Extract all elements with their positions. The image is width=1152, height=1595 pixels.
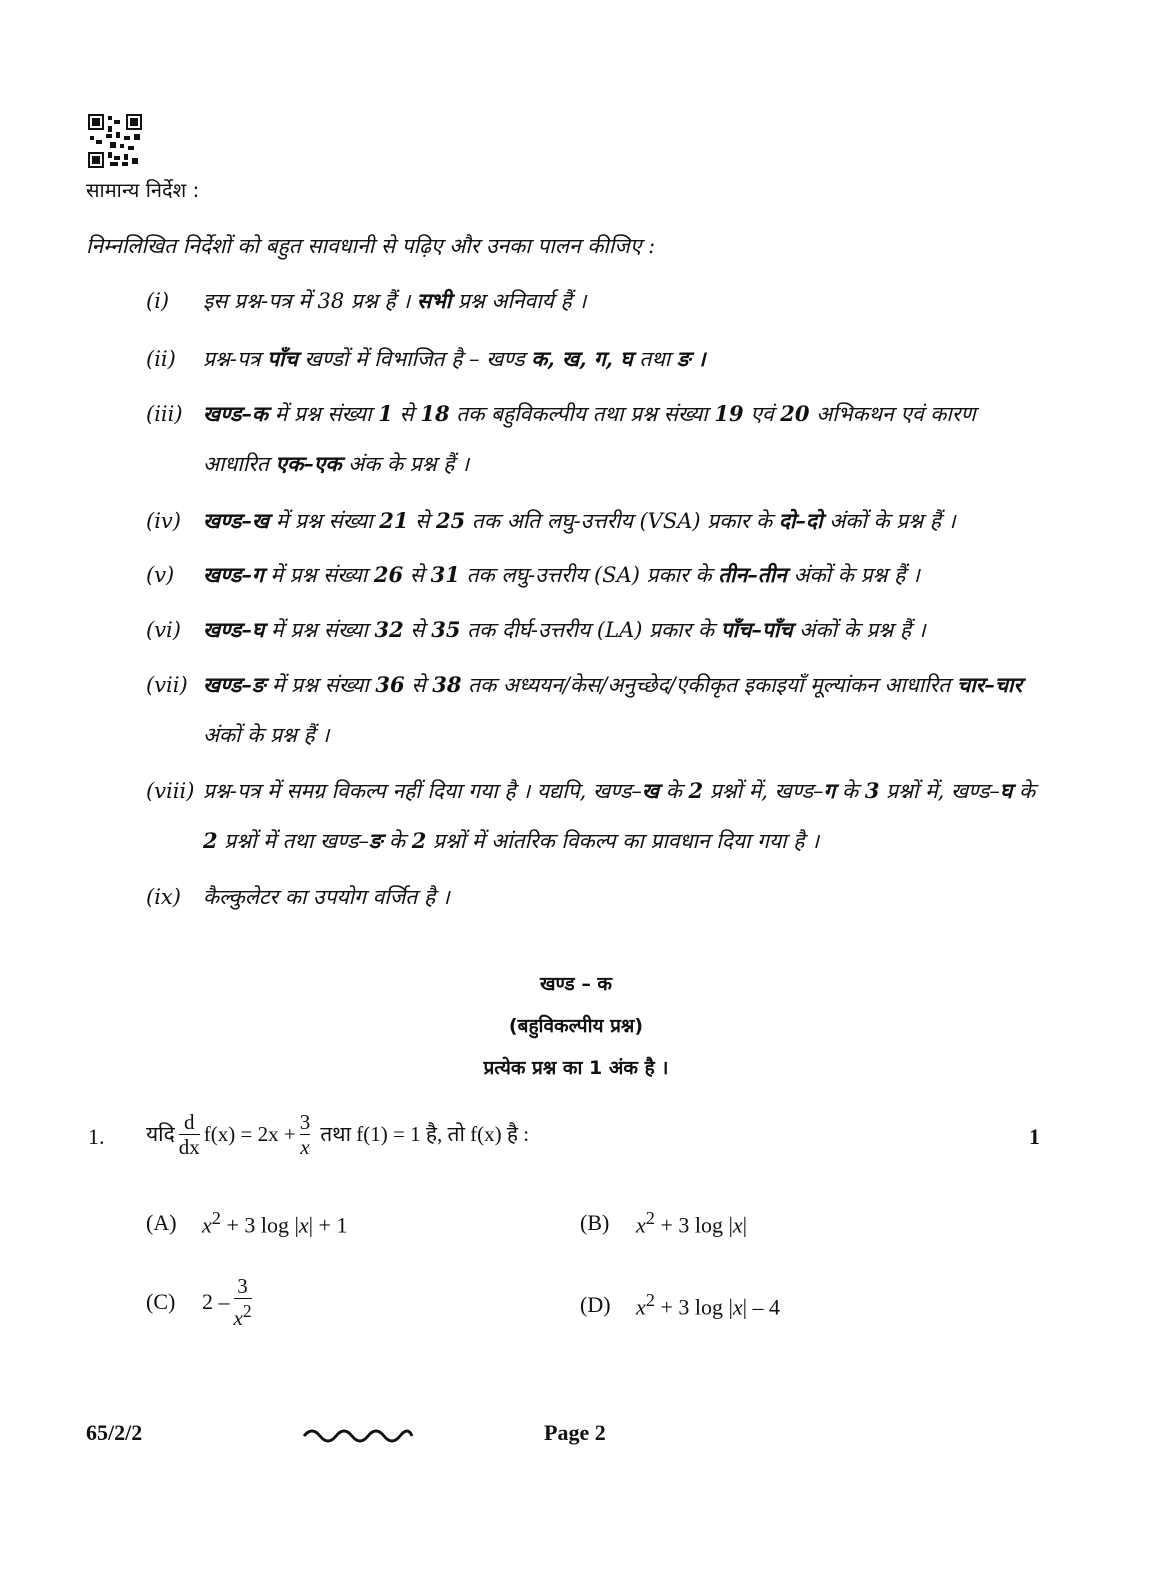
instruction-text: खण्ड–घ में प्रश्न संख्या 32 से 35 तक दीर्घ-उत्तरीय (LA) प्रकार के पाँच–पाँच अंकों के प्रश्न हैं । — [203, 617, 926, 642]
instruction-text: कैल्कुलेटर का उपयोग वर्जित है । — [203, 885, 450, 909]
option-label: (C) — [146, 1289, 176, 1314]
option-a[interactable] — [146, 1208, 347, 1238]
instruction-number: (ix) — [146, 885, 181, 909]
option-text-pre: 2 – — [202, 1289, 230, 1314]
derivative-fraction — [179, 1110, 200, 1159]
option-c-fraction — [234, 1274, 252, 1330]
general-instructions-heading: सामान्य निर्देश : — [86, 178, 200, 202]
option-b[interactable] — [580, 1208, 747, 1238]
question-lhs: f(x) = 2x + — [203, 1121, 296, 1146]
option-text: $x^2 + 3$ log |x| – 4 — [636, 1290, 781, 1320]
rhs-fraction — [300, 1110, 311, 1159]
option-c-denominator: $x^2$ — [233, 1301, 252, 1330]
option-label: (D) — [580, 1292, 611, 1318]
rhs-numerator: 3 — [299, 1109, 311, 1134]
instruction-number: (i) — [146, 289, 170, 313]
derivative-denominator: dx — [178, 1134, 200, 1159]
instruction-text: खण्ड–ग में प्रश्न संख्या 26 से 31 तक लघु-उत्तरीय (SA) प्रकार के तीन–तीन अंकों के प्रश्न हैं । — [203, 562, 920, 587]
question-marks: 1 — [1029, 1124, 1040, 1149]
question-prefix: यदि — [146, 1122, 175, 1146]
option-d[interactable] — [580, 1290, 780, 1320]
section-title: खण्ड – क — [539, 973, 613, 995]
question-suffix: तथा f(1) = 1 है, तो f(x) है : — [320, 1122, 530, 1146]
section-subtitle: (बहुविकल्पीय प्रश्न) — [508, 1015, 644, 1037]
instruction-number: (viii) — [146, 779, 195, 803]
instruction-number: (ii) — [146, 347, 176, 371]
instruction-text: इस प्रश्न-पत्र में 38 प्रश्न हैं । सभी प्रश्न अनिवार्य हैं । — [203, 288, 587, 313]
instruction-number: (vi) — [146, 618, 181, 642]
question-number: 1. — [88, 1124, 105, 1149]
option-label: (B) — [580, 1210, 610, 1236]
instruction-text: खण्ड–ख में प्रश्न संख्या 21 से 25 तक अति लघु-उत्तरीय (VSA) प्रकार के दो–दो अंकों के प्रश्न हैं । — [203, 508, 956, 533]
option-c[interactable] — [146, 1274, 256, 1330]
qr-code-icon — [88, 114, 142, 168]
question-text — [146, 1104, 529, 1164]
rhs-denominator: x — [300, 1134, 310, 1159]
instruction-number: (vii) — [146, 673, 188, 697]
option-c-numerator: 3 — [237, 1274, 248, 1298]
instruction-number: (iv) — [146, 509, 181, 533]
instruction-number: (v) — [146, 563, 175, 587]
squiggle-ornament-icon — [302, 1424, 414, 1450]
instruction-number: (iii) — [146, 402, 183, 426]
instruction-text: प्रश्न-पत्र में समग्र विकल्प नहीं दिया गया है । यद्यपि, खण्ड–ख के 2 प्रश्नों में, खण्ड–ग के 3 प्रश्नों में, खण्ड–घ के 2 प्रश्नों में तथा खण्ड–ङ के 2 प्रश्नों में आंतरिक विकल्प का प्रावधान दिया गया है । — [203, 778, 1036, 853]
option-label: (A) — [146, 1210, 177, 1236]
option-text: $x^2 + 3$ log |x| — [636, 1208, 748, 1238]
instruction-text: खण्ड–क में प्रश्न संख्या 1 से 18 तक बहुविकल्पीय तथा प्रश्न संख्या 19 एवं 20 अभिकथन एवं कारण आधारित एक–एक अंक के प्रश्न हैं । — [203, 401, 976, 476]
option-text: $x^2 + 3$ log |x| + 1 — [202, 1208, 348, 1238]
derivative-numerator: d — [184, 1109, 195, 1134]
paper-code: 65/2/2 — [86, 1420, 143, 1445]
page-number: Page 2 — [544, 1420, 606, 1445]
instruction-text: खण्ड–ङ में प्रश्न संख्या 36 से 38 तक अध्ययन/केस/अनुच्छेद/एकीकृत इकाइयाँ मूल्यांकन आधारित चार–चार अंकों के प्रश्न हैं । — [203, 672, 1023, 747]
section-note: प्रत्येक प्रश्न का 1 अंक है । — [483, 1057, 669, 1079]
instructions-intro: निम्नलिखित निर्देशों को बहुत सावधानी से पढ़िए और उनका पालन कीजिए : — [86, 234, 656, 258]
instruction-text: प्रश्न-पत्र पाँच खण्डों में विभाजित है – खण्ड क, ख, ग, घ तथा ङ । — [203, 346, 706, 371]
